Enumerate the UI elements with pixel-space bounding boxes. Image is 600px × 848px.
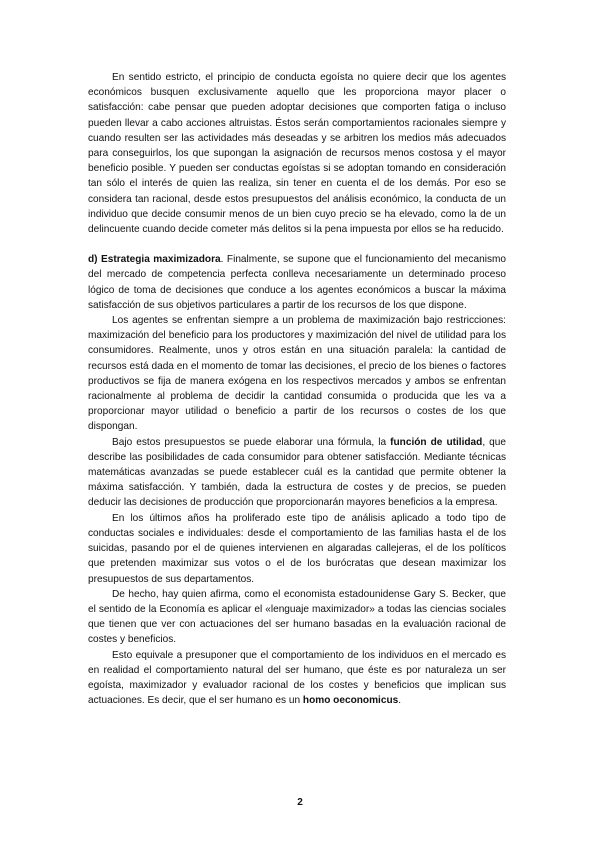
bold-term: función de utilidad [390,436,483,448]
paragraph-conducta-egoista: En sentido estricto, el principio de conducta egoísta no quiere decir que los agentes económicos busquen exclusivamente aquello que les proporciona mayor placer o satisfacción: cabe pensar que pueden adoptar decisiones que comporten fatiga o incluso pueden llevar a cabo acciones altruistas. Éstos serán comportamientos racionales siempre y cuando resulten ser las actividades más deseadas y se arbitren los medios más adecuados para conseguirlos, los que supongan la asignación de recursos menos costosa y el mayor beneficio posible. Y pueden ser conductas egoístas si se adoptan tomando en consideración tan sólo el interés de quien las realiza, sin tener en cuenta el de los demás. Por eso se considera tan racional, desde estos presupuestos del análisis económico, la conducta de un individuo que decide consumir menos de un bien cuyo precio se ha elevado, como la de un delincuente cuando decide cometer más delitos si la pena impuesta por ellos se ha reducido. [88,72,506,236]
paragraph-maximizacion: Los agentes se enfrentan siempre a un problema de maximización bajo restricciones: maximización del beneficio para los productores y maximización del nivel de utilidad para los consumidores. Realmente, unos y otros están en una situación paralela: la cantidad de recursos está dada en el momento de tomar las decisiones, el precio de los bienes o factores productivos se fija de manera exógena en los respectivos mercados y ambos se enfrentan racionalmente al problema de decidir la cantidad consumida o producida que les va a proporcionar mayor utilidad o beneficio a partir de los recursos o costes de los que dispongan. [88,315,506,433]
paragraph-homo-oeconomicus [88,648,506,709]
paragraph-becker: De hecho, hay quien afirma, como el economista estadounidense Gary S. Becker, que el sentido de la Economía es aplicar el «lenguaje maximizador» a todas las ciencias sociales que tienen que ver con actuaciones del ser humano basadas en la evaluación racional de costes y beneficios. [88,588,506,646]
document-body [88,70,506,708]
paragraph-text: Esto equivale a presuponer que el comportamiento de los individuos en el mercado es en realidad el comportamiento natural del ser humano, que éste es por naturaleza un ser egoísta, maximizador y evaluador racional de los costes y beneficios que implican sus actuaciones. Es decir, que el ser humano es un [88,649,506,707]
bold-term: homo oeconomicus [302,695,399,707]
paragraph-ultimos-anos: En los últimos años ha proliferado este tipo de análisis aplicado a todo tipo de conductas sociales e individuales: desde el comportamiento de las familias hasta el de los suicidas, pasando por el de quienes intervienen en algaradas callejeras, el de los políticos que pretenden maximizar sus votos o el de los burócratas que desean maximizar los presupuestos de sus departamentos. [88,512,506,585]
paragraph-estrategia-maximizadora [88,252,506,313]
paragraph-text: , que describe las posibilidades de cada consumidor para obtener satisfacción. Mediante técnicas matemáticas avanzadas se puede establecer cuál es la cantidad que permite obtener la máxima satisfacción. Y también, dada la estructura de costes y de precios, se pueden deducir las decisiones de producción que proporcionarán mayores beneficios a la empresa. [88,436,507,509]
paragraph-funcion-utilidad [88,435,506,511]
section-heading: d) Estrategia maximizadora [88,254,221,266]
paragraph-gap [88,237,506,252]
paragraph-text: . [398,695,402,707]
paragraph-text: Bajo estos presupuestos se puede elaborar una fórmula, la [112,436,391,448]
page-number: 2 [297,797,303,808]
paragraph-text: . Finalmente, se supone que el funcionamiento del mecanismo del mercado de competencia perfecta conlleva necesariamente un determinado proceso lógico de toma de decisiones que conduce a los agentes económicos a buscar la máxima satisfacción de sus objetivos particulares a partir de los recursos de los que dispone. [88,254,507,311]
